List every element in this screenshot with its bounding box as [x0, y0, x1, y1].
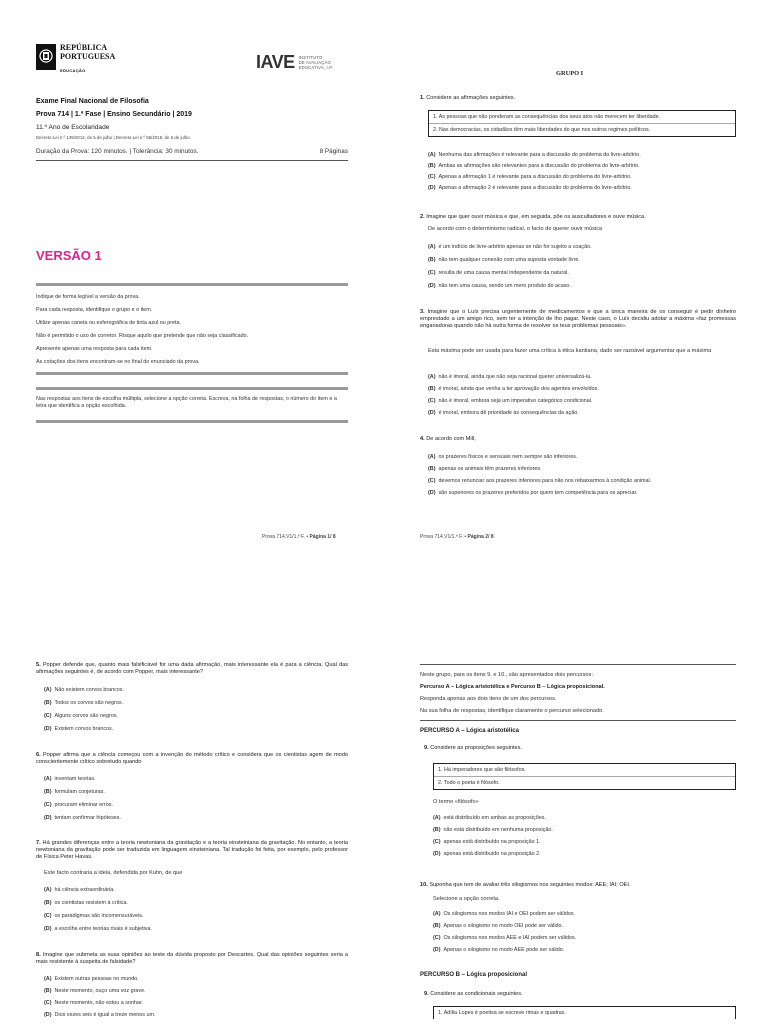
q7-sub: Este facto contraria a ideia, defendida por Kuhn, de que: [44, 870, 183, 876]
q10-option-a[interactable]: (A) Os silogismos nos modos IAI e OEI podem ser válidos.: [433, 911, 576, 917]
q6-number: 6.: [36, 752, 41, 758]
q9-option-d[interactable]: (D) apenas está distribuído na proposição 2.: [433, 851, 541, 857]
q5-text: Popper defende que, quanto mais falsificável for uma dada afirmação, mais interessante ela é para a ciência. Qual das afirmações seguintes é, de acordo com Popper, mais interessante?: [36, 662, 348, 675]
percurso-a-title: PERCURSO A – Lógica aristotélica: [420, 728, 519, 734]
q2-number: 2.: [420, 214, 425, 220]
question-2: [420, 214, 736, 221]
footer-prefix: Prova 714.V1/1.ª F. •: [262, 534, 310, 540]
q1-box: [428, 110, 736, 137]
q9-option-c[interactable]: (C) apenas está distribuído na proposição 1.: [433, 839, 541, 845]
q4-option-a[interactable]: (A) os prazeres físicos e sensuais nem sempre são inferiores.: [428, 454, 578, 460]
q8-option-b[interactable]: (B) Neste momento, ouço uma voz grave.: [44, 988, 146, 994]
q7-text: Há grandes diferenças entre a teoria newtoniana da gravitação e a teoria einsteiniana da gravitação. No entanto, a teoria newtoniana da gravitação pode ser traduzida em linguagem einsteiniana. Tal tradução foi feita, por exemplo, pelo professor de Física Peter Havas.: [36, 840, 348, 860]
page-2-footer: [420, 534, 494, 540]
q6-option-b[interactable]: (B) formulam conjeturas.: [44, 789, 105, 795]
intro-top-rule: [420, 664, 736, 665]
q8-option-d[interactable]: (D) Dois vezes seis é igual a treze menos um.: [44, 1012, 156, 1018]
instr-5: Apresente apenas uma resposta para cada item.: [36, 346, 153, 352]
intro-line1: Neste grupo, para os itens 9. e 10., são apresentados dois percursos:: [420, 672, 593, 678]
decreto-lei: Decreto-Lei n.º 139/2012, de 5 de julho | Decreto-Lei n.º 55/2018, de 6 de julho: [36, 135, 190, 140]
q9-box-item-2: 2. Todo o poeta é filósofo.: [438, 780, 500, 786]
q9-text: Considere as proposições seguintes.: [430, 745, 522, 751]
q7-option-b[interactable]: (B) os cientistas resistem à crítica.: [44, 900, 128, 906]
note-top-bar: [36, 387, 348, 390]
q8-text: Imagine que submeta as suas opiniões ao teste da dúvida proposto por Descartes. Qual das opiniões seguintes seria a mais resistente à suspeita de falsidade?: [36, 952, 349, 965]
q1-text: Considere as afirmações seguintes.: [426, 95, 516, 101]
page-3: [0, 600, 384, 1024]
republica-line1: REPÚBLICA: [60, 43, 108, 52]
q4-option-b[interactable]: (B) apenas os animais têm prazeres inferiores.: [428, 466, 542, 472]
question-10: [420, 882, 736, 889]
page-1: [0, 0, 384, 560]
q3-option-a[interactable]: (A) não é imoral, ainda que não seja racional querer universalizá-la.: [428, 374, 592, 380]
instr-2: Para cada resposta, identifique o grupo e o item.: [36, 307, 153, 313]
q2-sub: De acordo com o determinismo radical, o facto de querer ouvir música: [428, 226, 603, 232]
footer-page: Página 1/ 8: [309, 534, 336, 540]
q4-text: De acordo com Mill,: [426, 436, 476, 442]
q3-number: 3.: [420, 309, 425, 315]
q4-option-c[interactable]: (C) devemos renunciar aos prazeres inferiores para não nos rebaixarmos à condição animal.: [428, 478, 652, 484]
republica-portuguesa-logo: [36, 44, 115, 76]
q9-sub: O termo «filósofo»: [433, 799, 479, 805]
instr-6: As cotações dos itens encontram-se no final do enunciado da prova.: [36, 359, 200, 365]
q5-option-d[interactable]: (D) Existem corvos brancos.: [44, 726, 114, 732]
q2-text: Imagine que quer ouvir música e que, em seguida, põe os auscultadores e ouve música.: [426, 214, 646, 220]
q7-option-d[interactable]: (D) a escolha entre teorias rivais é subjetiva.: [44, 926, 152, 932]
versao-title: VERSÃO 1: [36, 248, 102, 263]
prova-line: Prova 714 | 1.ª Fase | Ensino Secundário | 2019: [36, 111, 192, 118]
q2-option-b[interactable]: (B) não tem qualquer conexão com uma suposta vontade livre.: [428, 257, 580, 263]
q9b-text: Considere as condicionais seguintes.: [430, 991, 523, 997]
q6-option-c[interactable]: (C) procuram eliminar erros.: [44, 802, 113, 808]
q2-option-c[interactable]: (C) resulta de uma causa mental independente da natural.: [428, 270, 569, 276]
q1-box-item-2: 2. Nas democracias, os cidadãos têm mais liberdades do que nos outros regimes políticos.: [433, 127, 651, 133]
ano-escolaridade: 11.º Ano de Escolaridade: [36, 124, 110, 131]
instr-3: Utilize apenas caneta ou esferográfica de tinta azul ou preta.: [36, 320, 182, 326]
q6-option-d[interactable]: (D) tentam confirmar hipóteses.: [44, 815, 121, 821]
q10-option-b[interactable]: (B) Apenas o silogismo no modo OEI pode ser válido.: [433, 923, 564, 929]
q4-option-d[interactable]: (D) são superiores os prazeres preferidos por quem tem competência para os apreciar.: [428, 490, 638, 496]
q5-option-c[interactable]: (C) Alguns corvos são negros.: [44, 713, 119, 719]
instr-4: Não é permitido o uso de corretor. Risque aquilo que pretende que não seja classificado.: [36, 333, 249, 339]
question-3: [420, 309, 736, 330]
q3-option-c[interactable]: (C) não é imoral, embora seja um imperativo categórico condicional.: [428, 398, 593, 404]
instructions-bottom-bar: [36, 372, 348, 375]
question-4: [420, 436, 736, 443]
iave-name: IAVE: [256, 52, 295, 72]
page-2: [384, 0, 768, 560]
footer-prefix: Prova 714.V1/1.ª F. •: [420, 534, 468, 540]
q8-option-a[interactable]: (A) Existem outras pessoas no mundo.: [44, 976, 139, 982]
q9b-number: 9.: [424, 991, 429, 997]
republica-sub: EDUCAÇÃO: [60, 68, 86, 73]
q9b-box-item-1: 1. Adília Lopes é poetisa se escreve rimas e quadras.: [438, 1010, 566, 1016]
iave-logo: [256, 52, 333, 73]
intro-line2: Percurso A – Lógica aristotélica e Percurso B – Lógica proposicional.: [420, 684, 605, 690]
q1-option-d[interactable]: (D) Apenas a afirmação 2 é relevante para a discussão do problema do livre-arbítrio.: [428, 185, 632, 191]
page-4: [384, 600, 768, 1024]
page-1-footer: [262, 534, 336, 540]
question-7: [36, 840, 348, 861]
q4-options: [428, 454, 736, 497]
q9-number: 9.: [424, 745, 429, 751]
q9-options: [433, 815, 736, 858]
q6-option-a[interactable]: (A) inventam teorias.: [44, 776, 96, 782]
q10-sub: Selecione a opção correta.: [433, 896, 500, 902]
republica-line2: PORTUGUESA: [60, 51, 116, 61]
multiple-choice-note: Nas respostas aos itens de escolha múltipla, selecione a opção correta. Escreva, na folha de respostas, o número do item e a letra que identifica a opção escolhida.: [36, 396, 337, 410]
q2-option-d[interactable]: (D) não tem uma causa, sendo um mero produto do acaso.: [428, 283, 571, 289]
question-9b: [424, 991, 736, 998]
q3-sub: Esta máxima pode ser usada para fazer uma crítica à ética kantiana, dado ser razoável argumentar que a máxima: [428, 348, 712, 354]
q1-option-a[interactable]: (A) Nenhuma das afirmações é relevante para a discussão do problema do livre-arbítrio.: [428, 152, 641, 158]
q8-option-c[interactable]: (C) Neste momento, não estou a sonhar.: [44, 1000, 143, 1006]
iave-line3: EDUCATIVA, I.P.: [298, 65, 334, 71]
grupo-title: GRUPO I: [556, 70, 584, 77]
q5-option-a[interactable]: (A) Não existem corvos brancos.: [44, 687, 124, 693]
q10-option-c[interactable]: (C) Os silogismos nos modos AEE e IAI podem ser válidos.: [433, 935, 577, 941]
question-1: [420, 95, 736, 102]
q1-box-item-1: 1. As pessoas que não ponderam as consequências dos seus atos não merecem ter liberdade.: [429, 111, 735, 124]
iave-line2: DE AVALIAÇÃO: [298, 59, 331, 65]
paginas-count: 8 Páginas: [319, 148, 348, 155]
exam-title: Exame Final Nacional de Filosofia: [36, 98, 149, 105]
question-9: [424, 745, 736, 752]
q7-option-a[interactable]: (A) há ciência extraordinária.: [44, 887, 115, 893]
q1-options: [428, 152, 736, 192]
q1-option-c[interactable]: (C) Apenas a afirmação 1 é relevante para a discussão do problema do livre-arbítrio.: [428, 174, 632, 180]
q2-option-a[interactable]: (A) é um indício de livre-arbítrio apenas se não for sujeito a coação.: [428, 244, 592, 250]
q8-options: [44, 976, 348, 1019]
q7-option-c[interactable]: (C) os paradigmas são incomensuráveis.: [44, 913, 144, 919]
question-6: [36, 752, 348, 766]
q4-number: 4.: [420, 436, 425, 442]
q10-text: Suponha que tem de avaliar três silogismos nos seguintes modos: AEE; IAI; OEI.: [429, 882, 631, 888]
q8-number: 8.: [36, 952, 41, 958]
q10-option-d[interactable]: (D) Apenas o silogismo no modo AEE pode ser válido.: [433, 947, 565, 953]
q6-options: [44, 776, 348, 822]
intro-line4: Na sua folha de respostas, identifique claramente o percurso selecionado.: [420, 708, 604, 714]
question-8: [36, 952, 348, 966]
footer-page: Página 2/ 8: [467, 534, 494, 540]
q5-options: [44, 687, 348, 733]
q2-options: [428, 244, 736, 290]
coat-of-arms-icon: [36, 44, 56, 70]
q3-option-b[interactable]: (B) é imoral, ainda que venha a ter aprovação dos agentes envolvidos.: [428, 386, 599, 392]
instr-1: Indique de forma legível a versão da prova.: [36, 294, 140, 300]
instructions-top-bar: [36, 283, 348, 286]
q6-text: Popper afirma que a ciência começou com a invenção do método crítico e considera que os cientistas agem de modo conscientemente crítico sobretudo quando: [36, 752, 348, 765]
q5-option-b[interactable]: (B) Todos os corvos são negros.: [44, 700, 124, 706]
q1-number: 1.: [420, 95, 425, 101]
q9-box-item-1: 1. Há imperadores que são filósofos.: [434, 764, 735, 777]
q1-option-b[interactable]: (B) Ambas as afirmações são relevantes para a discussão do problema do livre-arbítrio.: [428, 163, 640, 169]
q9-option-b[interactable]: (B) não está distribuído em nenhuma proposição.: [433, 827, 553, 833]
duracao: Duração da Prova: 120 minutos. | Tolerância: 30 minutos.: [36, 148, 199, 155]
q5-number: 5.: [36, 662, 41, 668]
intro-bottom-rule: [420, 720, 736, 721]
q10-number: 10.: [420, 882, 428, 888]
divider: [36, 160, 348, 161]
note-bottom-bar: [36, 420, 348, 423]
q3-option-d[interactable]: (D) é imoral, embora dê prioridade às consequências da ação.: [428, 410, 579, 416]
q7-options: [44, 887, 348, 933]
q3-text: Imagine que o Luís precisa urgentemente de medicamentos e que a única maneira de os conseguir é pedir dinheiro emprestado a um amigo rico, sem ter a intenção de lho pagar. Neste caso, o Luís decidiu adotar a máxima «faz promessas enganadoras quando não há outra forma de resolver os teus problemas pessoais».: [420, 309, 737, 329]
q7-number: 7.: [36, 840, 41, 846]
question-5: [36, 662, 348, 676]
q9b-box: [433, 1006, 736, 1019]
percurso-b-title: PERCURSO B – Lógica proposicional: [420, 972, 528, 978]
q10-options: [433, 911, 736, 954]
q3-options: [428, 374, 736, 417]
intro-line3: Responda apenas aos dois itens de um dos percursos.: [420, 696, 557, 702]
q9-option-a[interactable]: (A) está distribuído em ambas as proposições.: [433, 815, 546, 821]
iave-line1: INSTITUTO: [298, 54, 323, 60]
q9-box: [433, 763, 736, 790]
